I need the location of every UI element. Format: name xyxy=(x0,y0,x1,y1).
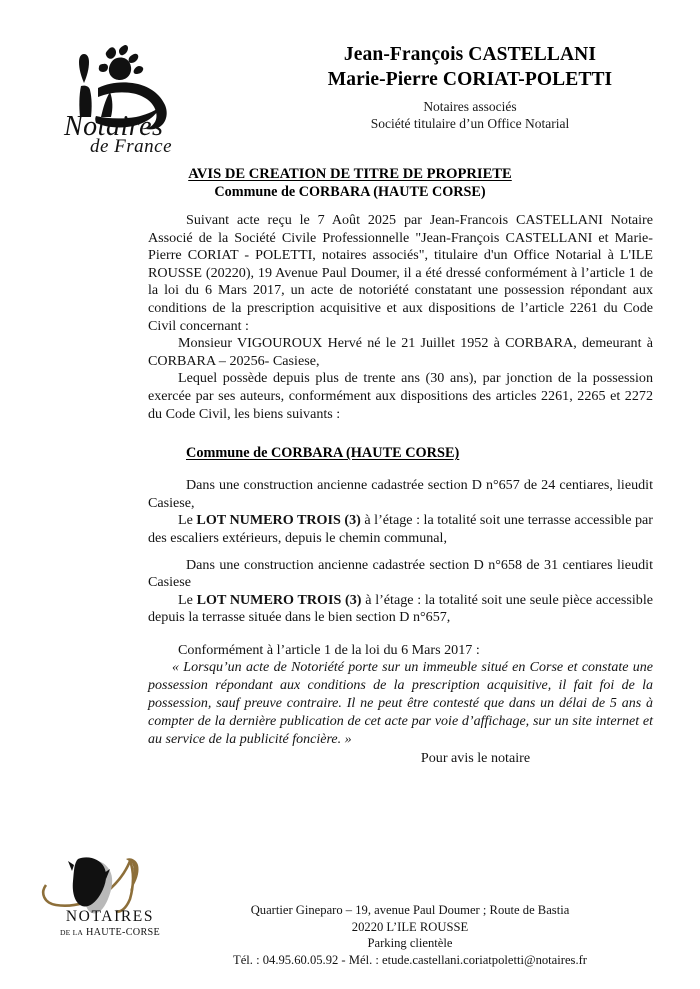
office-subtitle-2: Société titulaire d’un Office Notarial xyxy=(370,116,570,131)
page-title xyxy=(50,165,650,201)
footer-logo-sub-rest: HAUTE-CORSE xyxy=(85,927,161,938)
spacer xyxy=(148,423,653,444)
lot-658-description: à l’étage : la totalité soit une seule pièce accessible depuis la terrasse située dans le bien section D n°657, xyxy=(148,591,654,626)
quoted-law-text: « Lorsqu’un acte de Notoriété porte sur un immeuble situé en Corse et constate une possession répondant aux conditions de la prescription acquisitive, il fait foi de la possession, sauf preuve contraire. Il ne peut être contesté que dans un délai de 5 ans à compter de la dernière publication de cet acte par voie d’affichage, sur un site internet et au service de la publicité foncière. » xyxy=(148,660,653,747)
footer-phone-email-line: Tél. : 04.95.60.05.92 - Mél. : etude.castellani.coriatpoletti@notaires.fr xyxy=(233,952,587,967)
lot-657-description: à l’étage : la totalité soit une terrasse accessible par des escaliers extérieurs, depuis le chemin communal, xyxy=(148,512,653,546)
partner-name-2: Marie-Pierre CORIAT-POLETTI xyxy=(327,69,613,90)
paragraph-lot-658 xyxy=(148,592,653,627)
page-title-main: AVIS DE CREATION DE TITRE DE PROPRIETE xyxy=(188,166,512,182)
footer-address-line-2: 20220 L’ILE ROUSSE xyxy=(351,919,469,934)
office-subtitle-block xyxy=(250,98,690,132)
paragraph-acte-recu: Suivant acte reçu le 7 Août 2025 par Jean-Francois CASTELLANI Notaire Associé de la Société Civile Professionnelle "Jean-François CASTELLANI et Marie-Pierre CORIAT - POLETTI, notaires associés", titulaire d'un Office Notarial à L'ILE ROUSSE (20220), 19 Avenue Paul Doumer, il a été dressé conformément à l’article 1 de la loi du 6 Mars 2017, un acte de notoriété constatant une possession répondant aux conditions de la prescription acquisitive et aux dispositions de l’article 2261 du Code Civil concernant : xyxy=(148,212,653,334)
svg-text:de France: de France xyxy=(90,136,173,152)
paragraph-parcelle-658: Dans une construction ancienne cadastrée section D n°658 de 31 centiares lieudit Casiese xyxy=(148,556,653,591)
document-body xyxy=(148,212,653,768)
footer-contact-block xyxy=(175,902,645,968)
lot-657-number: LOT NUMERO TROIS (3) xyxy=(196,512,361,529)
svg-text:Notaires: Notaires xyxy=(64,111,164,142)
footer-logo-main-text: NOTAIRES xyxy=(65,908,155,925)
lot-657-prefix: Le xyxy=(178,512,197,529)
footer-logo-wordmark xyxy=(30,908,190,939)
paragraph-conformement-loi: Conformément à l’article 1 de la loi du 6 Mars 2017 : xyxy=(178,641,480,658)
document-header xyxy=(0,0,700,158)
spacer xyxy=(148,548,653,557)
section-heading-commune: Commune de CORBARA (HAUTE CORSE) xyxy=(186,445,460,462)
footer-logo-sub-de: DE LA xyxy=(59,928,84,937)
page-title-sub: Commune de CORBARA (HAUTE CORSE) xyxy=(214,184,486,200)
lot-658-number: LOT NUMERO TROIS (3) xyxy=(196,591,362,608)
partner-name-1: Jean-François CASTELLANI xyxy=(343,44,597,65)
notaires-de-france-logo xyxy=(62,30,207,152)
footer-logo-sub-text xyxy=(30,926,190,939)
footer-parking-line: Parking clientèle xyxy=(367,936,453,951)
lot-658-prefix: Le xyxy=(178,591,197,608)
paragraph-lot-657 xyxy=(148,512,653,547)
office-partner-names xyxy=(250,42,690,92)
office-subtitle-1: Notaires associés xyxy=(423,99,517,114)
spacer xyxy=(148,462,653,477)
footer-address-line-1: Quartier Gineparo – 19, avenue Paul Doumer ; Route de Bastia xyxy=(250,903,570,917)
paragraph-personne: Monsieur VIGOUROUX Hervé né le 21 Juillet 1952 à CORBARA, demeurant à CORBARA – 20256- Casiese, xyxy=(148,335,653,369)
spacer xyxy=(148,627,653,642)
document-footer xyxy=(0,848,700,989)
paragraph-parcelle-657: Dans une construction ancienne cadastrée section D n°657 de 24 centiares, lieudit Casiese, xyxy=(148,477,653,511)
signoff-line: Pour avis le notaire xyxy=(420,750,531,767)
paragraph-possession: Lequel possède depuis plus de trente ans (30 ans), par jonction de la possession exercée par ses auteurs, conformément aux dispositions des articles 2261, 2265 et 2272 du Code Civil, les biens suivants : xyxy=(148,370,653,422)
